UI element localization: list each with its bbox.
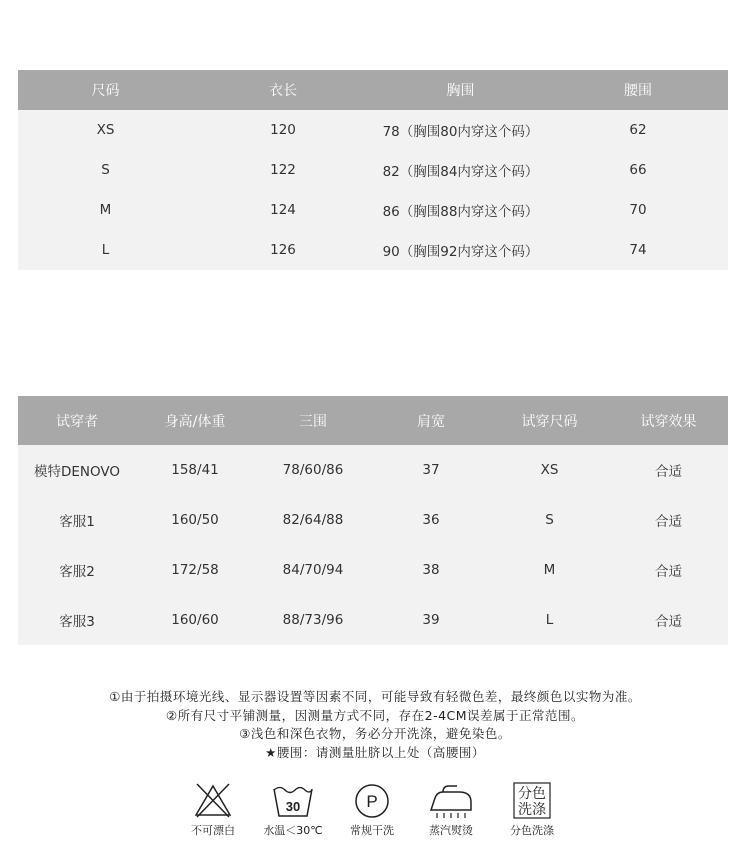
length-cell: 124	[193, 190, 373, 230]
chest-cell: 82（胸围84内穿这个码）	[373, 150, 548, 190]
care-label: 蒸汽熨烫	[429, 824, 473, 837]
height-weight-cell: 160/50	[136, 495, 254, 545]
dry-clean-letter: P	[366, 792, 378, 811]
col-tester: 试穿者	[18, 396, 136, 445]
col-size: 尺码	[18, 70, 193, 110]
col-measurements: 三围	[254, 396, 372, 445]
length-cell: 122	[193, 150, 373, 190]
length-cell: 126	[193, 230, 373, 270]
fit-result-cell: 合适	[609, 595, 728, 645]
notes	[0, 688, 750, 762]
separate-wash-text-1: 分色	[518, 786, 546, 802]
note-separate-wash: ③浅色和深色衣物，务必分开洗涤，避免染色。	[239, 726, 511, 741]
chest-cell: 86（胸围88内穿这个码）	[373, 190, 548, 230]
tester-cell: 客服2	[18, 545, 136, 595]
size-cell: M	[18, 190, 193, 230]
care-no-bleach	[173, 782, 253, 838]
table-row	[18, 595, 728, 645]
care-instructions	[0, 782, 750, 842]
fit-size-cell: L	[490, 595, 609, 645]
table-row	[18, 445, 728, 495]
care-label: 不可漂白	[191, 824, 235, 837]
table-row	[18, 230, 728, 270]
no-bleach-icon	[193, 782, 233, 820]
size-table-header	[18, 70, 728, 110]
table-row	[18, 110, 728, 150]
table-row	[18, 495, 728, 545]
size-table	[18, 70, 728, 270]
note-waist-measure: ★腰围：请测量肚脐以上处（高腰围）	[265, 744, 485, 760]
care-separate-wash	[492, 782, 572, 838]
dry-clean-p-icon	[352, 782, 392, 820]
col-chest: 胸围	[373, 70, 548, 110]
care-label: 分色洗涤	[510, 824, 554, 837]
fit-result-cell: 合适	[609, 445, 728, 495]
table-row	[18, 150, 728, 190]
shoulder-cell: 38	[372, 545, 490, 595]
col-fit-result: 试穿效果	[609, 396, 728, 445]
care-label: 常规干洗	[350, 824, 394, 837]
shoulder-cell: 37	[372, 445, 490, 495]
waist-cell: 66	[548, 150, 728, 190]
measurements-cell: 88/73/96	[254, 595, 372, 645]
care-wash-30	[253, 782, 333, 838]
waist-cell: 70	[548, 190, 728, 230]
table-row	[18, 190, 728, 230]
fit-size-cell: XS	[490, 445, 609, 495]
care-label: 水温＜30℃	[263, 824, 323, 837]
measurements-cell: 84/70/94	[254, 545, 372, 595]
note-measurement-error: ②所有尺寸平铺测量，因测量方式不同，存在2-4CM误差属于正常范围。	[165, 707, 585, 723]
tester-cell: 模特DENOVO	[18, 445, 136, 495]
fit-size-cell: M	[490, 545, 609, 595]
waist-cell: 62	[548, 110, 728, 150]
care-steam-iron	[411, 782, 491, 838]
wash-temperature: 30	[285, 799, 301, 814]
shoulder-cell: 36	[372, 495, 490, 545]
height-weight-cell: 158/41	[136, 445, 254, 495]
height-weight-cell: 160/60	[136, 595, 254, 645]
fit-table	[18, 396, 728, 645]
chest-cell: 90（胸围92内穿这个码）	[373, 230, 548, 270]
separate-wash-text-2: 洗涤	[518, 802, 546, 818]
steam-iron-icon	[427, 782, 475, 820]
length-cell: 120	[193, 110, 373, 150]
fit-table-header	[18, 396, 728, 445]
col-length: 衣长	[193, 70, 373, 110]
note-color-difference: ①由于拍摄环境光线、显示器设置等因素不同，可能导致有轻微色差，最终颜色以实物为准。	[109, 689, 641, 704]
table-row	[18, 545, 728, 595]
col-fit-size: 试穿尺码	[490, 396, 609, 445]
chest-cell: 78（胸围80内穿这个码）	[373, 110, 548, 150]
height-weight-cell: 172/58	[136, 545, 254, 595]
care-dry-clean	[332, 782, 412, 838]
tester-cell: 客服3	[18, 595, 136, 645]
fit-result-cell: 合适	[609, 495, 728, 545]
separate-wash-icon	[512, 782, 552, 820]
wash-30-icon	[271, 782, 315, 820]
fit-result-cell: 合适	[609, 545, 728, 595]
col-shoulder: 肩宽	[372, 396, 490, 445]
waist-cell: 74	[548, 230, 728, 270]
size-cell: L	[18, 230, 193, 270]
col-waist: 腰围	[548, 70, 728, 110]
fit-size-cell: S	[490, 495, 609, 545]
col-height-weight: 身高/体重	[136, 396, 254, 445]
shoulder-cell: 39	[372, 595, 490, 645]
tester-cell: 客服1	[18, 495, 136, 545]
measurements-cell: 78/60/86	[254, 445, 372, 495]
size-cell: XS	[18, 110, 193, 150]
measurements-cell: 82/64/88	[254, 495, 372, 545]
size-cell: S	[18, 150, 193, 190]
